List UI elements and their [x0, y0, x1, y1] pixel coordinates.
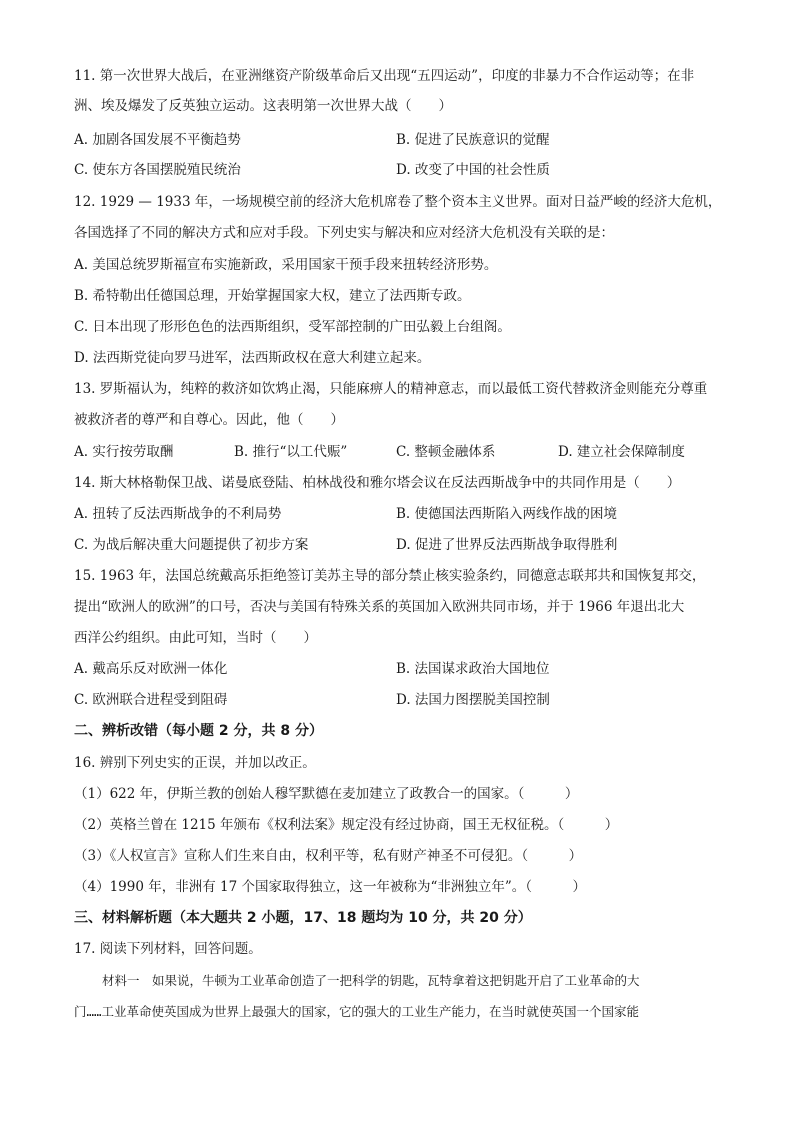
- q13-stem-line1: 13. 罗斯福认为，纯粹的救济如饮鸩止渴，只能麻痹人的精神意志，而以最低工资代替救济金则能充分尊重: [74, 381, 708, 397]
- q15-option-a: A. 戴高乐反对欧洲一体化: [74, 661, 228, 677]
- q12-option-b: B. 希特勒出任德国总理，开始掌握国家大权，建立了法西斯专政。: [74, 288, 471, 304]
- q15-stem-line3: 西洋公约组织。由此可知，当时（ ）: [74, 630, 317, 646]
- q12-option-d: D. 法西斯党徒向罗马进军，法西斯政权在意大利建立起来。: [74, 350, 431, 366]
- q14-option-d: D. 促进了世界反法西斯战争取得胜利: [396, 537, 618, 553]
- q14-stem-line1: 14. 斯大林格勒保卫战、诺曼底登陆、柏林战役和雅尔塔会议在反法西斯战争中的共同作用是（ ）: [74, 475, 681, 491]
- q16-statement-4: （4）1990 年，非洲有 17 个国家取得独立，这一年被称为“非洲独立年”。（ ）: [74, 879, 587, 895]
- q12-option-c: C. 日本出现了形形色色的法西斯组织，受军部控制的广田弘毅上台组阁。: [74, 319, 511, 335]
- q15-stem-line1: 15. 1963 年，法国总统戴高乐拒绝签订美苏主导的部分禁止核实验条约，同德意志联邦共和国恢复邦交，: [74, 568, 706, 584]
- q11-option-a: A. 加剧各国发展不平衡趋势: [74, 132, 241, 148]
- q12-stem-line1: 12. 1929 — 1933 年，一场规模空前的经济大危机席卷了整个资本主义世界。面对日益严峻的经济大危机，: [74, 194, 722, 210]
- q16-statement-3: （3）《人权宣言》宣称人们生来自由，权利平等，私有财产神圣不可侵犯。（ ）: [74, 848, 583, 864]
- q12-option-a: A. 美国总统罗斯福宣布实施新政，采用国家干预手段来扭转经济形势。: [74, 257, 498, 273]
- q15-option-d: D. 法国力图摆脱美国控制: [396, 692, 550, 708]
- q11-option-b: B. 促进了民族意识的觉醒: [396, 132, 550, 148]
- q15-stem-line2: 提出“欧洲人的欧洲”的口号，否决与美国有特殊关系的英国加入欧洲共同市场，并于 1966 年退出北大: [74, 599, 685, 615]
- q15-option-b: B. 法国谋求政治大国地位: [396, 661, 550, 677]
- section-heading-2: 二、辨析改错（每小题 2 分，共 8 分）: [74, 723, 323, 739]
- q15-option-c: C. 欧洲联合进程受到阻碍: [74, 692, 228, 708]
- q13-stem-line2: 被救济者的尊严和自尊心。因此，他（ ）: [74, 412, 344, 428]
- q11-option-d: D. 改变了中国的社会性质: [396, 162, 550, 178]
- q13-option-a: A. 实行按劳取酬: [74, 444, 174, 460]
- q11-stem-line1: 11. 第一次世界大战后，在亚洲继资产阶级革命后又出现“五四运动”，印度的非暴力不合作运动等；在非: [74, 68, 695, 84]
- q17-material-line1: 材料一 如果说，牛顿为工业革命创造了一把科学的钥匙，瓦特拿着这把钥匙开启了工业革命的大: [102, 973, 640, 988]
- q12-stem-line2: 各国选择了不同的解决方式和应对手段。下列史实与解决和应对经济大危机没有关联的是：: [74, 225, 614, 241]
- q13-option-d: D. 建立社会保障制度: [558, 444, 685, 460]
- q14-option-a: A. 扭转了反法西斯战争的不利局势: [74, 506, 282, 522]
- q11-stem-line2: 洲、埃及爆发了反英独立运动。这表明第一次世界大战（ ）: [74, 98, 452, 114]
- section-heading-3: 三、材料解析题（本大题共 2 小题，17、18 题均为 10 分，共 20 分）: [74, 910, 532, 926]
- q17-material-line2: 门……工业革命使英国成为世界上最强大的国家，它的强大的工业生产能力，在当时就使英国一个国家能: [74, 1004, 640, 1019]
- q16-intro: 16. 辨别下列史实的正误，并加以改正。: [74, 755, 316, 771]
- q14-option-b: B. 使德国法西斯陷入两线作战的困境: [396, 506, 618, 522]
- q16-statement-1: （1）622 年，伊斯兰教的创始人穆罕默德在麦加建立了政教合一的国家。（ ）: [74, 786, 579, 802]
- q13-option-b: B. 推行“以工代赈”: [234, 444, 348, 460]
- q13-option-c: C. 整顿金融体系: [396, 444, 496, 460]
- q16-statement-2: （2）英格兰曾在 1215 年颁布《权利法案》规定没有经过协商，国王无权征税。（ ）: [74, 817, 619, 833]
- q14-option-c: C. 为战后解决重大问题提供了初步方案: [74, 537, 309, 553]
- q11-option-c: C. 使东方各国摆脱殖民统治: [74, 162, 241, 178]
- q17-intro: 17. 阅读下列材料，回答问题。: [74, 941, 262, 957]
